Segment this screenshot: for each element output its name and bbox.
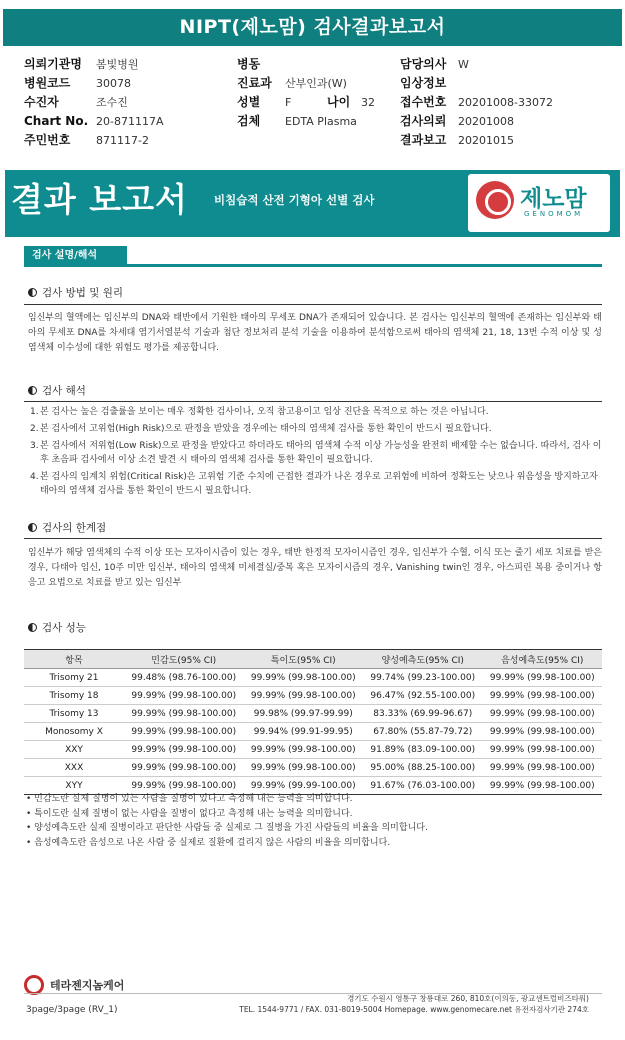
report-title: NIPT(제노맘) 검사결과보고서 — [3, 9, 622, 46]
table-row — [24, 669, 602, 687]
list-item-text: 본 검사의 임계치 위험(Critical Risk)은 고위험 기준 수치에 근접한 결과가 나온 경우로 고위험에 비하여 정확도는 낮으나 위음성을 방지하고자 태아의 염색체 검사를 통한 확인이 반드시 필요합니다. — [40, 472, 598, 496]
info-row — [24, 112, 224, 131]
info-label: 성별 — [237, 95, 261, 109]
info-row — [24, 55, 224, 74]
note-text: 특이도란 실제 질병이 없는 사람을 질병이 없다고 측정해 내는 능력을 의미합니다. — [34, 808, 353, 819]
column-header: 민감도(95% CI) — [124, 650, 244, 669]
list-item: 2. 본 검사에서 고위험(High Risk)으로 판정을 받았을 경우에는 태아의 염색체 검사를 통한 확인이 반드시 필요합니다. — [30, 422, 602, 436]
info-label: 병동 — [237, 57, 261, 71]
info-value: 산부인과(W) — [285, 77, 347, 90]
interpretation-heading-text: 검사 해석 — [42, 385, 86, 397]
company-address: 경기도 수원시 영통구 창룡대로 260, 810호(이의동, 광교센트럴비즈타워) — [347, 994, 589, 1003]
half-circle-icon — [28, 288, 37, 297]
info-row — [400, 55, 600, 74]
info-label: 병원코드 — [24, 76, 71, 90]
info-value: 30078 — [96, 77, 131, 90]
age-value: 32 — [361, 96, 375, 109]
table-cell: 99.74% (99.23-100.00) — [363, 669, 483, 687]
info-row — [400, 93, 600, 112]
info-value: EDTA Plasma — [285, 115, 357, 128]
table-cell: Trisomy 21 — [24, 669, 124, 687]
info-label: 주민번호 — [24, 133, 71, 147]
list-item: 1. 본 검사는 높은 검출률을 보이는 매우 정확한 검사이나, 오직 참고용이고 임상 진단을 목적으로 하는 것은 아닙니다. — [30, 405, 602, 419]
info-row — [400, 112, 600, 131]
info-left — [24, 55, 224, 150]
info-value: 20201008-33072 — [458, 96, 553, 109]
note-text: 음성예측도란 음성으로 나온 사람 중 실제로 질환에 걸리지 않은 사람의 비율을 의미합니다. — [34, 837, 391, 848]
info-label: 결과보고 — [400, 133, 447, 147]
half-circle-icon — [28, 386, 37, 395]
method-heading — [28, 285, 123, 300]
table-cell: 99.99% (99.98-100.00) — [124, 759, 244, 777]
result-banner — [5, 170, 620, 237]
info-row — [237, 74, 387, 93]
info-row — [400, 131, 600, 150]
table-cell: 99.99% (99.98-100.00) — [244, 741, 364, 759]
divider — [24, 304, 602, 305]
age-label: 나이 — [327, 95, 351, 109]
table-cell: 99.99% (99.98-100.00) — [483, 759, 603, 777]
limits-heading-text: 검사의 한계점 — [42, 522, 107, 534]
table-cell: 99.99% (99.99-100.00) — [244, 777, 364, 795]
table-cell: 99.99% (99.98-100.00) — [244, 687, 364, 705]
table-row — [24, 723, 602, 741]
list-item-text: 본 검사는 높은 검출률을 보이는 매우 정확한 검사이나, 오직 참고용이고 임상 진단을 목적으로 하는 것은 아닙니다. — [40, 407, 489, 417]
table-cell: Trisomy 18 — [24, 687, 124, 705]
info-value: F — [285, 96, 292, 109]
method-text: 임신부의 혈액에는 임신부의 DNA와 태반에서 기원한 태아의 무세포 DNA가 존재되어 있습니다. 본 검사는 임신부의 혈액에 존재하는 임신부와 태아의 무세포 DNA를 차세대 염기서열분석 기술과 첨단 정보처리 분석 기술을 이용하여 분석함으로써 태아의 염색체 21, 18, 13번 수적 이상 및 성염색체 이수성에 대한 위험도 평가를 제공합니다. — [28, 313, 602, 353]
info-value: 20201015 — [458, 134, 514, 147]
divider — [24, 401, 602, 402]
section-divider — [24, 264, 602, 267]
table-row — [24, 759, 602, 777]
table-cell: 83.33% (69.99-96.67) — [363, 705, 483, 723]
list-item-text: 본 검사에서 저위험(Low Risk)으로 판정을 받았다고 하더라도 태아의 염색체 수적 이상 가능성을 완전히 배제할 수는 없습니다. 따라서, 검사 이후 초음파 검사에서 이상 소견 발견 시 태아의 염색체 검사를 통한 확인이 필요합니다. — [40, 441, 602, 465]
info-mid — [237, 55, 387, 131]
table-cell: 91.67% (76.03-100.00) — [363, 777, 483, 795]
info-value: W — [458, 58, 469, 71]
table-cell: 99.48% (98.76-100.00) — [124, 669, 244, 687]
info-label: 접수번호 — [400, 95, 447, 109]
interpretation-heading — [28, 383, 86, 398]
interpretation-list — [30, 405, 602, 501]
genomom-logo-icon — [476, 181, 514, 219]
column-header: 양성예측도(95% CI) — [363, 650, 483, 669]
info-label: 검체 — [237, 114, 261, 128]
table-cell: 99.99% (99.98-100.00) — [244, 759, 364, 777]
limits-text: 임신부가 해당 염색체의 수적 이상 또는 모자이시즘이 있는 경우, 태반 한정적 모자이시즘인 경우, 임신부가 수혈, 이식 또는 줄기 세포 치료를 받은 경우, 다태아 임신, 10주 미만 임신부, 태아의 염색체 미세결실/중복 혹은 모자이시즘의 경우, Vanishing twin인 경우, 아스피린 복용 중이거나 항 응고 요법으로 치료를 받고 있는 임신부 — [28, 548, 602, 588]
info-value: 20201008 — [458, 115, 514, 128]
list-item-text: 본 검사에서 고위험(High Risk)으로 판정을 받았을 경우에는 태아의 염색체 검사를 통한 확인이 반드시 필요합니다. — [40, 424, 492, 434]
info-label: 담당의사 — [400, 57, 447, 71]
company-logo-icon — [24, 975, 44, 995]
table-cell: 99.99% (99.98-100.00) — [483, 723, 603, 741]
table-row — [24, 687, 602, 705]
info-right — [400, 55, 600, 150]
table-cell: 99.99% (99.98-100.00) — [124, 723, 244, 741]
info-value: 조수진 — [96, 96, 128, 109]
note-item: • 민감도란 실제 질병이 있는 사람을 질병이 있다고 측정해 내는 능력을 의미합니다. — [26, 794, 353, 804]
info-value: 20-871117A — [96, 115, 164, 128]
info-row — [237, 93, 387, 112]
half-circle-icon — [28, 623, 37, 632]
info-row — [24, 74, 224, 93]
table-cell: XXY — [24, 741, 124, 759]
half-circle-icon — [28, 523, 37, 532]
info-value: 봄빛병원 — [96, 58, 139, 71]
table-cell: XXX — [24, 759, 124, 777]
table-cell: 99.99% (99.98-100.00) — [483, 705, 603, 723]
info-label: 의뢰기관명 — [24, 57, 82, 71]
table-cell: 99.99% (99.98-100.00) — [124, 777, 244, 795]
info-row — [24, 131, 224, 150]
info-row — [237, 112, 387, 131]
table-row — [24, 741, 602, 759]
info-value: 871117-2 — [96, 134, 149, 147]
info-label: 검사의뢰 — [400, 114, 447, 128]
table-cell: 99.99% (99.98-100.00) — [483, 777, 603, 795]
table-cell: 99.99% (99.98-100.00) — [124, 687, 244, 705]
genomom-logo — [468, 174, 610, 232]
table-cell: 91.89% (83.09-100.00) — [363, 741, 483, 759]
column-header: 음성예측도(95% CI) — [483, 650, 603, 669]
banner-title: 결과 보고서 — [11, 180, 188, 219]
note-item: • 특이도란 실제 질병이 없는 사람을 질병이 없다고 측정해 내는 능력을 의미합니다. — [26, 808, 353, 819]
column-header: 항목 — [24, 650, 124, 669]
info-row — [400, 74, 600, 93]
table-cell: 99.98% (99.97-99.99) — [244, 705, 364, 723]
note-text: 민감도란 실제 질병이 있는 사람을 질병이 있다고 측정해 내는 능력을 의미합니다. — [34, 794, 353, 804]
column-header: 특이도(95% CI) — [244, 650, 364, 669]
logo-text: 제노맘 — [520, 186, 587, 212]
table-cell: 99.99% (99.98-100.00) — [483, 669, 603, 687]
table-cell: Trisomy 13 — [24, 705, 124, 723]
performance-heading-text: 검사 성능 — [42, 622, 86, 634]
table-cell: XYY — [24, 777, 124, 795]
performance-notes — [26, 792, 428, 850]
info-row — [237, 55, 387, 74]
table-cell: 99.94% (99.91-99.95) — [244, 723, 364, 741]
method-heading-text: 검사 방법 및 원리 — [42, 287, 124, 299]
table-cell: 99.99% (99.98-100.00) — [483, 687, 603, 705]
note-item: • 음성예측도란 음성으로 나온 사람 중 실제로 질환에 걸리지 않은 사람의 비율을 의미합니다. — [26, 837, 391, 848]
info-label: Chart No. — [24, 114, 89, 128]
table-cell: 99.99% (99.98-100.00) — [244, 669, 364, 687]
table-row — [24, 705, 602, 723]
info-label: 진료과 — [237, 76, 272, 90]
company-name: 테라젠지놈케어 — [50, 979, 125, 992]
page-number: 3page/3page (RV_1) — [26, 1005, 118, 1015]
table-cell: 95.00% (88.25-100.00) — [363, 759, 483, 777]
table-cell: 99.99% (99.98-100.00) — [124, 741, 244, 759]
section-tab: 검사 설명/해석 — [24, 246, 127, 265]
divider — [24, 538, 602, 539]
company-contact: TEL. 1544-9771 / FAX. 031-8019-5004 Homepage. www.genomecare.net 유전자검사기관 274호 — [239, 1005, 589, 1014]
table-cell: 99.99% (99.98-100.00) — [124, 705, 244, 723]
table-header-row — [24, 650, 602, 669]
performance-table — [24, 649, 602, 795]
table-cell: 99.99% (99.98-100.00) — [483, 741, 603, 759]
table-cell: 96.47% (92.55-100.00) — [363, 687, 483, 705]
table-cell: 67.80% (55.87-79.72) — [363, 723, 483, 741]
limits-heading — [28, 520, 106, 535]
performance-heading — [28, 620, 86, 635]
info-label: 수진자 — [24, 95, 59, 109]
info-row — [24, 93, 224, 112]
list-item: 4. 본 검사의 임계치 위험(Critical Risk)은 고위험 기준 수치에 근접한 결과가 나온 경우로 고위험에 비하여 정확도는 낮으나 위음성을 방지하고자 태아의 염색체 검사를 통한 확인이 반드시 필요합니다. — [30, 470, 602, 498]
info-label: 임상정보 — [400, 76, 447, 90]
logo-subtext: GENOMOM — [524, 210, 584, 218]
list-item: 3. 본 검사에서 저위험(Low Risk)으로 판정을 받았다고 하더라도 태아의 염색체 수적 이상 가능성을 완전히 배제할 수는 없습니다. 따라서, 검사 이후 초음파 검사에서 이상 소견 발견 시 태아의 염색체 검사를 통한 확인이 필요합니다. — [30, 441, 602, 465]
banner-subtitle: 비침습적 산전 기형아 선별 검사 — [214, 193, 375, 207]
table-cell: Monosomy X — [24, 723, 124, 741]
note-text: 양성예측도란 실제 질병이라고 판단한 사람들 중 실제로 그 질병을 가진 사람들의 비율을 의미합니다. — [34, 823, 428, 833]
note-item: • 양성예측도란 실제 질병이라고 판단한 사람들 중 실제로 그 질병을 가진 사람들의 비율을 의미합니다. — [26, 823, 428, 833]
